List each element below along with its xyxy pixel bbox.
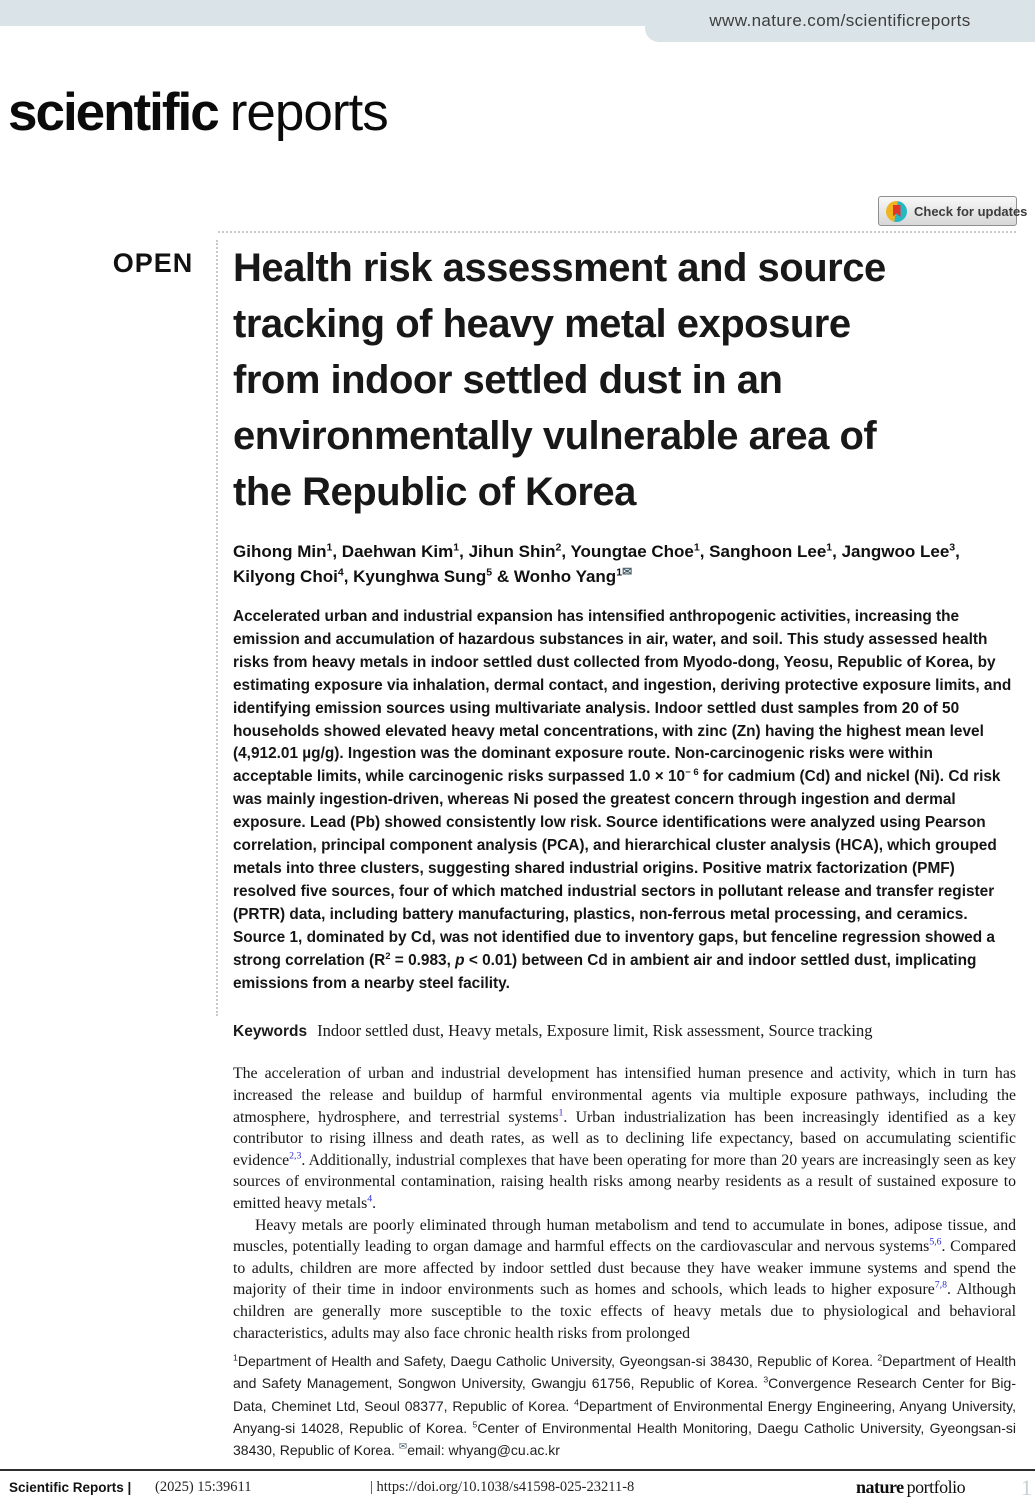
title-line: tracking of heavy metal exposure [233,302,851,346]
citation-ref[interactable]: 5,6 [929,1236,942,1248]
crossmark-icon [886,201,907,222]
body-text [233,1063,1016,1344]
author-line [233,564,1016,589]
text-run: , Daehwan Kim [332,542,454,561]
superscript: 2 [877,1352,883,1363]
text-run: , Jihun Shin [459,542,556,561]
journal-logo-light: reports [229,83,388,142]
author-list [233,539,1016,589]
text-run: , [955,542,960,561]
superscript: 4 [574,1396,579,1407]
text-run: for cadmium (Cd) and nickel (Ni). Cd risk was mainly ingestion-driven, whereas Ni posed the greatest concern through ingestion and dermal exposure. Lead (Pb) showed consistently low risk. Source identifications were analyzed using Pearson correlation, principal component analysis (PCA), and hierarchical cluster analysis (HCA), which grouped metals into three clusters, suggesting shared industrial origins. Positive matrix factorization (PMF) resolved five sources, four of which matched industrial sectors in pollutant release and transfer register (PRTR) data, including battery manufacturing, plastics, non-ferrous metal processing, and ceramics. Source 1, dominated by Cd, was not identified due to inventory gaps, but fenceline regression showed a strong correlation (R [233,768,1001,969]
text-run: Department of Environmental Energy Engineering, Anyang University, Anyang-si 14028, Republic of Korea. [233,1397,1016,1436]
text-run: , Youngtae Choe [561,542,694,561]
superscript: 5 [472,1419,478,1430]
text-run: . [372,1194,377,1212]
superscript: 3 [949,541,956,554]
citation-ref[interactable]: 2,3 [289,1150,302,1162]
text-run: . Urban industrialization has been increasingly identified as a key contributor to rising illness and death rates, as well as to declining life expectancy, based on accumulating scientific evidence [233,1108,1016,1169]
text-run: The acceleration of urban and industrial development has intensified human presence and activity, which in turn has increased the release and buildup of harmful environmental agents via multiple exposure pathways, including the atmosphere, hydrosphere, and terrestrial systems [233,1065,1016,1126]
envelope-icon[interactable]: ✉ [622,564,633,579]
title-line: the Republic of Korea [233,470,636,514]
banner-url-tab [645,0,1035,42]
italic-text: p [455,951,465,969]
superscript: 1 [233,1352,238,1363]
nature-portfolio-logo [856,1477,965,1498]
superscript: 3 [763,1374,769,1385]
dotted-rule-vertical [216,240,218,1016]
journal-logo-bold: scientific [8,83,218,142]
keywords-row [233,1021,1016,1041]
main-column [233,240,1016,1344]
superscript: 2 [555,541,562,554]
text-run: Convergence Research Center for Big-Data, Cheminet Ltd, Seoul 08377, Republic of Korea. [233,1375,1016,1414]
title-line: environmentally vulnerable area of [233,414,877,458]
text-run: & Wonho Yang [492,567,617,586]
text-run: Center of Environmental Health Monitoring, Daegu Catholic University, Gyeongsan-si 38430, Republic of Korea. [233,1419,1016,1459]
superscript: − 6 [685,767,699,779]
check-for-updates-label: Check for updates [914,203,1028,219]
text-run: = 0.983, [390,951,456,969]
superscript: 4 [337,566,344,579]
text-run: , Kyunghwa Sung [343,567,487,586]
check-for-updates-button[interactable] [878,196,1028,226]
journal-logo [8,82,388,143]
crossmark-ribbon-icon [893,205,901,217]
body-paragraph [233,1063,1016,1214]
text-run: , Jangwoo Lee [832,542,950,561]
citation-ref[interactable]: 4 [367,1193,373,1205]
open-access-label: OPEN [112,248,194,278]
text-run: < 0.01) between Cd in ambient air and indoor settled dust, implicating emissions from a nearby steel facility. [233,951,977,992]
keywords-label: Keywords [233,1023,308,1041]
page-number: 1 [1021,1475,1032,1500]
nature-portfolio-logo-bold: nature [856,1477,904,1497]
superscript: 1 [693,541,700,554]
author-line [233,539,1016,564]
text-run: . Additionally, industrial complexes that have been operating for more than 20 years are increasingly seen as key sources of environmental contamination, raising health risks among nearby residents as a result of sustained exposure to emitted heavy metals [233,1151,1016,1212]
text-run: Department of Health and Safety Management, Songwon University, Gwangju 61756, Republic of Korea. [233,1353,1016,1392]
text-run: Gihong Min [233,542,327,561]
title-line: Health risk assessment and source [233,246,886,290]
text-run: Heavy metals are poorly eliminated through human metabolism and tend to accumulate in bones, adipose tissue, and muscles, potentially leading to organ damage and harmful effects on the cardiovascular and nervous systems [233,1216,1016,1256]
envelope-icon[interactable]: ✉ [398,1441,408,1453]
superscript: 5 [486,566,493,579]
affiliations-footnote [233,1350,1016,1461]
title-line: from indoor settled dust in an [233,358,783,402]
text-run: Accelerated urban and industrial expansion has intensified anthropogenic activities, increasing the emission and accumulation of hazardous substances in air, water, and soil. This study assessed health risks from heavy metals in indoor settled dust collected from Myodo-dong, Yeosu, Republic of Korea, by estimating exposure via inhalation, dermal contact, and ingestion, deriving protective exposure limits, and identifying emission sources using multivariate analysis. Indoor settled dust samples from 20 of 50 households showed elevated heavy metal concentrations, with zinc (Zn) having the highest mean level (4,912.01 µg/g). Ingestion was the dominant exposure route. Non-carcinogenic risks were within acceptable limits, while carcinogenic risks surpassed 1.0 × 10 [233,608,1012,786]
superscript: 1 [826,541,833,554]
footer-doi-link[interactable]: | https://doi.org/10.1038/s41598-025-23211-8 [370,1479,635,1495]
superscript: 2 [385,950,391,962]
footer [0,1477,1035,1505]
text-run: Department of Health and Safety, Daegu Catholic University, Gyeongsan-si 38430, Republic of Korea. [237,1353,878,1369]
footer-journal-name: Scientific Reports | [9,1480,132,1495]
footer-issue: (2025) 15:39611 [155,1479,252,1495]
nature-portfolio-logo-light: portfolio [906,1477,966,1497]
keywords-text: Indoor settled dust, Heavy metals, Exposure limit, Risk assessment, Source tracking [317,1021,873,1041]
text-run: email: whyang@cu.ac.kr [407,1442,560,1459]
abstract-text [233,606,1016,995]
journal-url-link[interactable]: www.nature.com/scientificreports [709,11,971,30]
text-run: . Compared to adults, children are more affected by indoor settled dust because they have weaker immune systems and spend the majority of their time in indoor environments such as homes and schools, which leads to higher exposure [233,1238,1016,1299]
body-paragraph [233,1215,1016,1345]
superscript: 1 [616,566,623,579]
footer-rule [0,1469,1035,1471]
text-run: Kilyong Choi [233,567,338,586]
text-run: , Sanghoon Lee [699,542,827,561]
dotted-rule-horizontal [218,231,1016,233]
article-title [233,240,1016,520]
text-run: . Although children are generally more susceptible to the toxic effects of heavy metals due to physiological and behavioral characteristics, adults may also face chronic health risks from prolonged [233,1281,1016,1342]
citation-ref[interactable]: 7,8 [934,1280,947,1292]
citation-ref[interactable]: 1 [558,1107,564,1119]
superscript: 1 [453,541,460,554]
superscript: 1 [326,541,333,554]
